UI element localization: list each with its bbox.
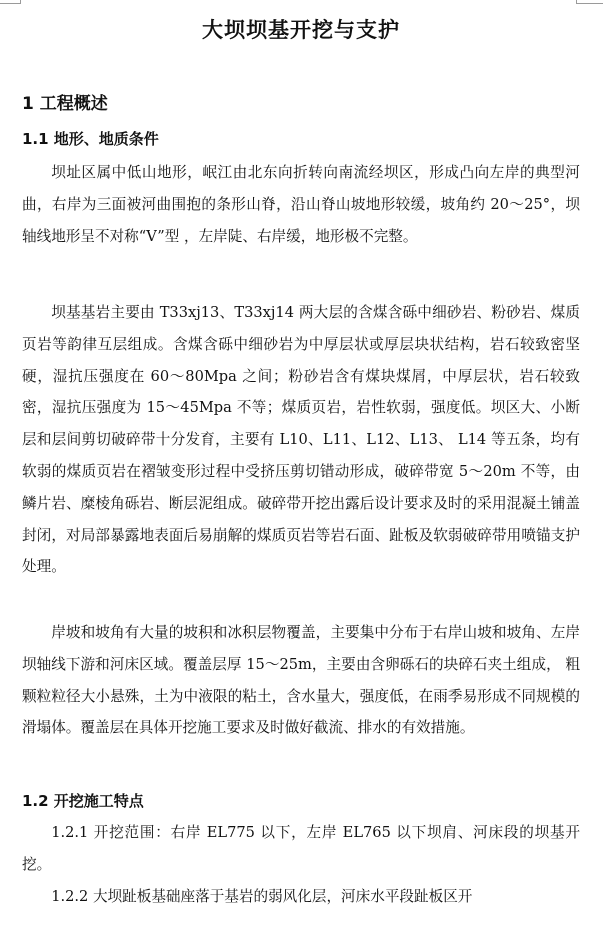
paragraph-excavation-scope: 1.2.1 开挖范围：右岸 EL775 以下，左岸 EL765 以下坝肩、河床段的坝基开挖。: [22, 824, 580, 873]
crop-mark-top-right: [576, 0, 603, 4]
paragraph-terrain: 坝址区属中低山地形，岷江由北东向折转向南流经坝区，形成凸向左岸的典型河曲，右岸为三面被河曲围抱的条形山脊，沿山脊山坡地形较缓，坡角约 20～25°，坝轴线地形呈不对称“V”型 ，左岸陡、右岸缓，地形极不完整。: [22, 164, 580, 245]
paragraph-bedrock: 坝基基岩主要由 T33xj13、T33xj14 两大层的含煤含砾中细砂岩、粉砂岩、煤质页岩等韵律互层组成。含煤含砾中细砂岩为中厚层状或厚层块状结构，岩石较致密坚硬，湿抗压强度在 60～80Mpa 之间；粉砂岩含有煤块煤屑，中厚层状，岩石较致密，湿抗压强度为 15～45Mpa 不等；煤质页岩，岩性软弱，强度低。坝区大、小断层和层间剪切破碎带十分发育，主要有 L10、L11、L12、L13、 L14 等五条，均有软弱的煤质页岩在褶皱变形过程中受挤压剪切错动形成，破碎带宽 5～20m 不等，由鳞片岩、糜棱角砾岩、断层泥组成。破碎带开挖出露后设计要求及时的采用混凝土铺盖封闭，对局部暴露地表面后易崩解的煤质页岩等岩石面、趾板及软弱破碎带用喷锚支护处理。: [22, 304, 580, 576]
section-heading-1: 1 工程概述: [22, 94, 108, 114]
paragraph-toe-slab-foundation: 1.2.2 大坝趾板基础座落于基岩的弱风化层，河床水平段趾板区开: [51, 888, 473, 905]
crop-mark-top-left: [0, 0, 21, 4]
subsection-heading-1-1: 1.1 地形、地质条件: [22, 130, 159, 148]
paragraph-overburden: 岸坡和坡角有大量的坡积和冰积层物覆盖，主要集中分布于右岸山坡和坡角、左岸坝轴线下游和河床区域。覆盖层厚 15～25m，主要由含卵砾石的块碎石夹土组成， 粗颗粒粒径大小悬殊，土为中液限的粘土，含水量大，强度低，在雨季易形成不同规模的滑塌体。覆盖层在具体开挖施工要求及时做好截流、排水的有效措施。: [22, 624, 580, 737]
document-title: 大坝坝基开挖与支护: [202, 18, 400, 42]
subsection-heading-1-2: 1.2 开挖施工特点: [22, 792, 144, 810]
